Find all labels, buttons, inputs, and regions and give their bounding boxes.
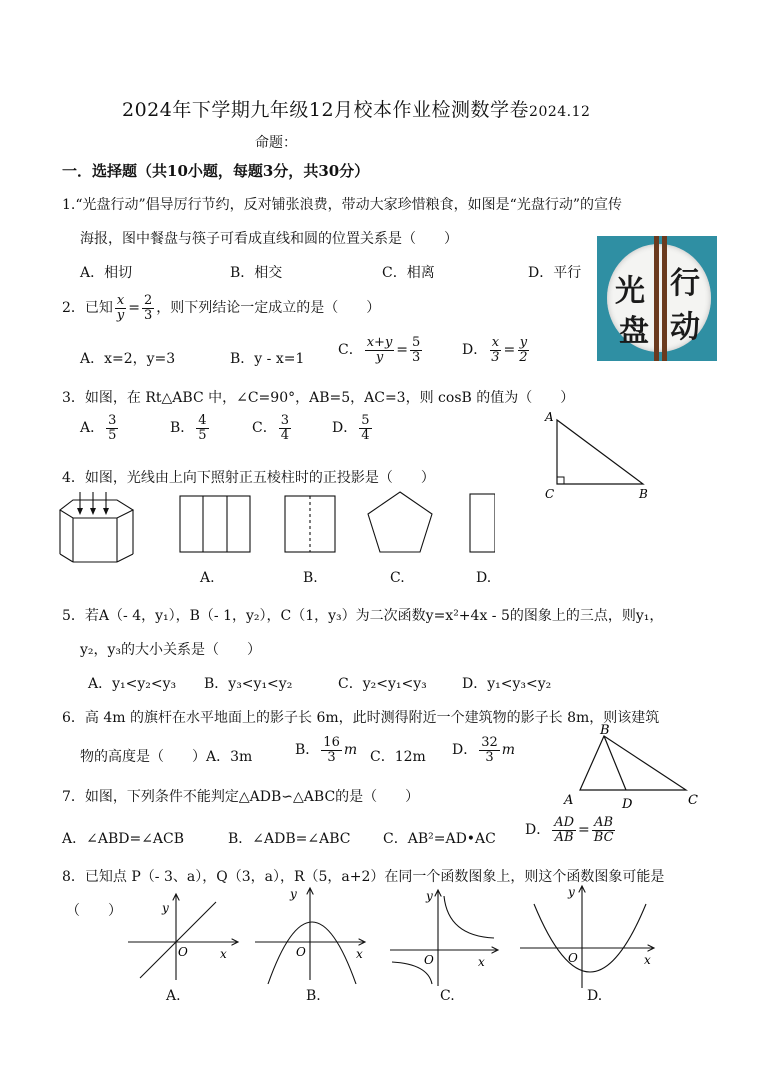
q4-option-b-figure — [285, 496, 335, 552]
q2-option-b: B．y - x=1 — [230, 351, 305, 367]
guangpan-poster-image — [597, 236, 717, 361]
q2-stem: 2．已知 $\frac{x}{y}$ = $\frac{2}{3}$ ，则下列结论一定成立的是（ ） — [62, 293, 381, 323]
q8-c-x-label: x — [478, 955, 485, 969]
q1-option-d: D．平行 — [528, 265, 582, 281]
q7-option-a: A．∠ABD=∠ACB — [62, 831, 185, 847]
q3-label-b: B — [639, 487, 648, 500]
q1-line1: 1.“光盘行动”倡导厉行节约，反对铺张浪费，带动大家珍惜粮食，如图是“光盘行动”的宣传 — [62, 197, 622, 213]
q4-stem: 4．如图，光线由上向下照射正五棱柱时的正投影是（ ） — [62, 470, 435, 486]
chopstick-right — [662, 236, 667, 361]
q5-option-a: A．y₁<y₂<y₃ — [88, 676, 177, 692]
q7-label-b: B — [600, 723, 610, 738]
q8-c-y-label: y — [426, 889, 433, 903]
q8-option-d-label: D. — [587, 988, 603, 1004]
q4-figures — [55, 488, 495, 568]
q8-option-c-label: C. — [440, 988, 455, 1004]
q8-b-x-label: x — [356, 947, 363, 961]
q7-label-c: C — [688, 793, 698, 808]
exam-date: 2024.12 — [529, 104, 591, 120]
q7-label-d: D — [622, 797, 633, 812]
q3-label-c: C — [545, 487, 555, 500]
q4-option-d-figure — [470, 494, 495, 552]
q8-b-origin: O — [296, 945, 306, 959]
q5-line2: y₂，y₃的大小关系是（ ） — [80, 642, 262, 658]
q4-option-a-figure — [180, 496, 250, 552]
exam-title: 2024年下学期九年级12月校本作业检测数学卷2024.12 — [122, 99, 591, 121]
q6-line1: 6．高 4m 的旗杆在水平地面上的影子长 6m，此时测得附近一个建筑物的影子长 8m，则该建筑 — [62, 710, 660, 726]
q3-option-c: C． $\frac{3}{4}$ — [252, 413, 289, 443]
q2-option-a: A．x=2，y=3 — [80, 351, 176, 367]
q3-option-b: B． $\frac{4}{5}$ — [170, 413, 207, 443]
q7-stem: 7．如图，下列条件不能判定△ADB∽△ABC的是（ ） — [62, 789, 420, 805]
poster-char-2: 行 — [670, 266, 700, 301]
q8-b-y-label: y — [290, 887, 297, 901]
q6-option-d: D． $\frac{32}{3}$ m — [452, 735, 516, 765]
q3-label-a: A — [545, 410, 554, 424]
q8-d-y-label: y — [568, 885, 575, 899]
q3-option-a: A． $\frac{3}{5}$ — [80, 413, 117, 443]
q6-option-c: C．12m — [370, 749, 426, 765]
q5-option-b: B．y₃<y₁<y₂ — [204, 676, 293, 692]
q1-line2: 海报，图中餐盘与筷子可看成直线和圆的位置关系是（ ） — [80, 231, 458, 247]
q8-graph-c — [390, 890, 498, 986]
q8-a-x-label: x — [220, 947, 227, 961]
q8-option-a-label: A. — [166, 988, 181, 1004]
q5-line1: 5．若A（- 4，y₁），B（- 1，y₂），C（1，y₃）为二次函数y=x²+4x - 5的图象上的三点，则y₁， — [62, 608, 664, 624]
q4-arrow-2 — [90, 508, 96, 515]
q7-option-d: D． $\frac{AD}{AB}$ = $\frac{AB}{BC}$ — [525, 815, 614, 845]
q7-triangle-figure — [560, 722, 705, 812]
q4-option-d-label: D. — [476, 570, 492, 586]
q6-option-b: B． $\frac{16}{3}$ m — [295, 735, 358, 765]
q4-option-b-label: B. — [303, 570, 318, 586]
q4-option-c-label: C. — [390, 570, 405, 586]
poster-char-3: 盘 — [619, 314, 649, 349]
q8-graph-d — [520, 886, 654, 988]
poster-char-4: 动 — [670, 310, 700, 345]
q2-option-d: D． $\frac{x}{3}$ = $\frac{y}{2}$ — [462, 335, 528, 365]
q4-arrow-1 — [77, 508, 83, 515]
q8-c-origin: O — [424, 953, 434, 967]
q4-option-a-label: A. — [200, 570, 215, 586]
q4-prism-figure — [60, 492, 133, 562]
q7-label-a: A — [564, 793, 574, 808]
q8-graph-b — [255, 888, 365, 984]
q5-option-c: C．y₂<y₁<y₃ — [338, 676, 427, 692]
q2-fraction-xy: $\frac{x}{y}$ — [116, 293, 125, 323]
section-heading: 一．选择题（共10小题，每题3分，共30分） — [62, 162, 370, 180]
q7-option-c: C．AB²=AD•AC — [383, 831, 496, 847]
q8-a-origin: O — [178, 945, 188, 959]
q8-d-x-label: x — [644, 953, 651, 967]
q3-right-triangle-figure — [535, 408, 660, 500]
poster-char-1: 光 — [615, 274, 645, 309]
q6-line2-option-a: 物的高度是（ ）A．3m — [80, 749, 253, 765]
q8-line1: 8．已知点 P（- 3、a），Q（3，a），R（5，a+2）在同一个函数图象上，则这个函数图象可能是 — [62, 869, 665, 885]
q3-stem: 3．如图，在 Rt△ABC 中，∠C=90°，AB=5，AC=3，则 cosB 的值为（ ） — [62, 390, 575, 406]
q1-option-a: A．相切 — [80, 265, 133, 281]
chopstick-left — [654, 236, 659, 361]
author-label: 命题： — [255, 135, 297, 151]
q8-line2: （ ） — [66, 903, 122, 919]
q8-a-y-label: y — [162, 901, 169, 915]
q3-option-d: D． $\frac{5}{4}$ — [332, 413, 370, 443]
q4-arrow-3 — [103, 508, 109, 515]
q7-option-b: B．∠ADB=∠ABC — [228, 831, 351, 847]
q4-option-c-figure — [368, 492, 432, 552]
q8-option-b-label: B. — [306, 988, 321, 1004]
q8-graph-a — [128, 894, 238, 980]
q2-option-c: C． $\frac{x+y}{y}$ = $\frac{5}{3}$ — [338, 335, 421, 365]
q8-graphs — [120, 880, 660, 990]
q5-option-d: D．y₁<y₃<y₂ — [462, 676, 552, 692]
q2-fraction-23: $\frac{2}{3}$ — [144, 293, 153, 323]
q1-option-b: B．相交 — [230, 265, 283, 281]
q1-option-c: C．相离 — [382, 265, 435, 281]
q8-d-origin: O — [568, 951, 578, 965]
